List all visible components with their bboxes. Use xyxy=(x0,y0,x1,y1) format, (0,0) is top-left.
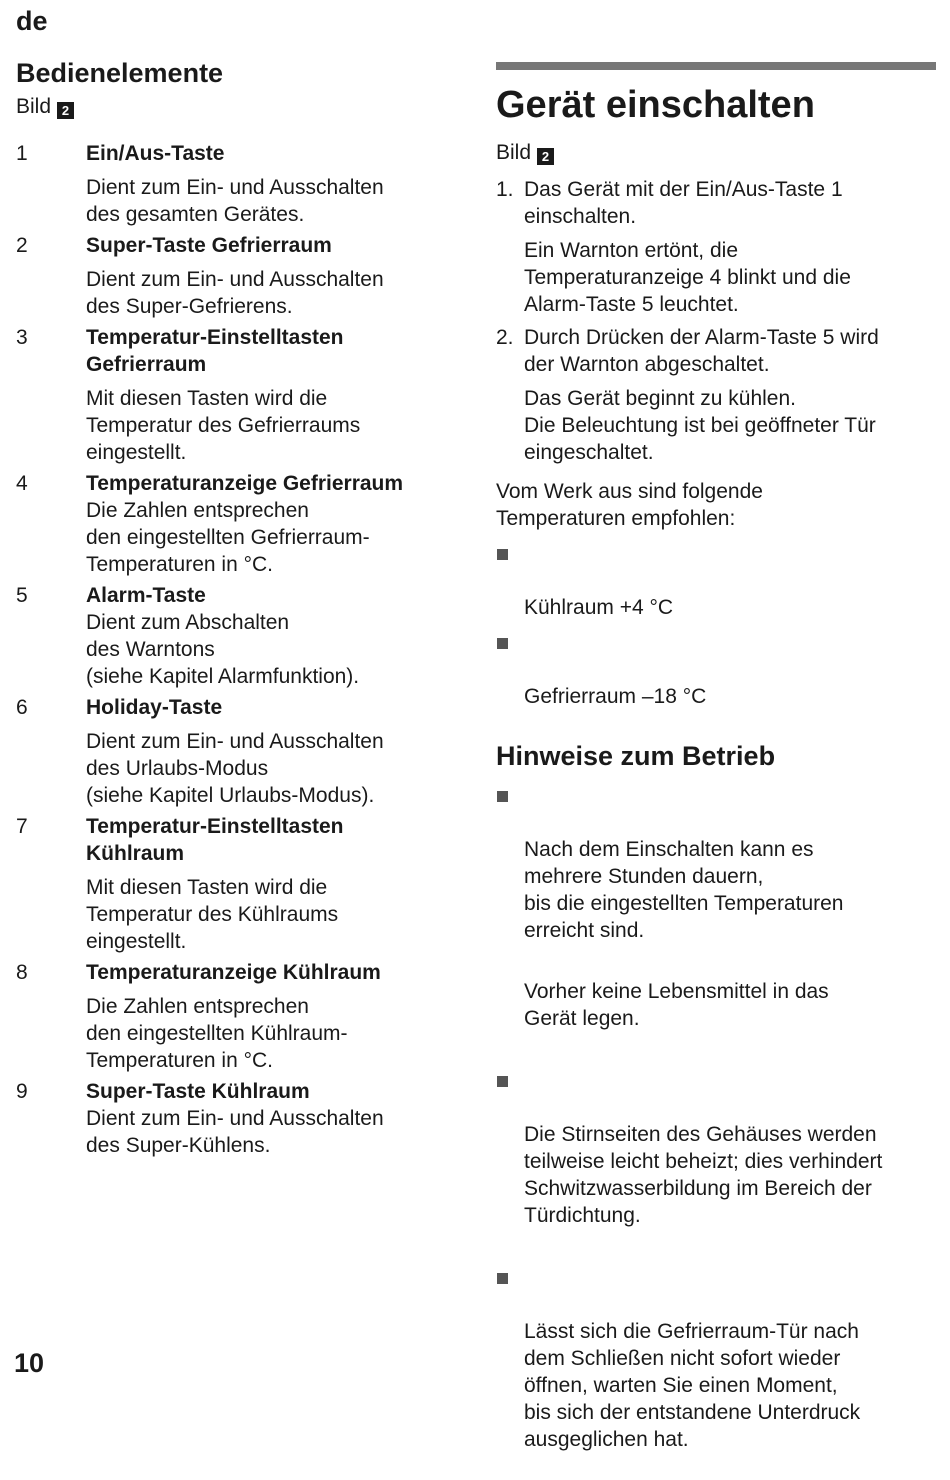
item-title: Super-Taste Kühlraum xyxy=(86,1080,310,1103)
controls-section xyxy=(16,56,456,1163)
step-item xyxy=(496,324,936,466)
item-description: Dient zum Ein- und Ausschalten des Super-Kühlens. xyxy=(86,1107,384,1157)
bullet-square-icon xyxy=(497,791,508,802)
item-number: 4 xyxy=(16,472,28,495)
item-title: Temperatur-Einstelltasten Kühlraum xyxy=(86,815,344,865)
note-text: Nach dem Einschalten kann es mehrere Stunden dauern, bis die eingestellten Temperaturen erreicht sind. xyxy=(524,838,844,942)
step-text: Durch Drücken der Alarm-Taste 5 wird der Warnton abgeschaltet. xyxy=(524,326,879,376)
control-item xyxy=(16,582,456,690)
notes-heading: Hinweise zum Betrieb xyxy=(496,741,776,771)
control-item xyxy=(16,959,456,1074)
item-description: Die Zahlen entsprechen den eingestellten Kühlraum- Temperaturen in °C. xyxy=(86,995,348,1072)
factory-intro: Vom Werk aus sind folgende Temperaturen empfohlen: xyxy=(496,480,763,530)
item-number: 2 xyxy=(16,234,28,257)
bullet-square-icon xyxy=(497,1076,508,1087)
control-item xyxy=(16,324,456,466)
item-number: 8 xyxy=(16,961,28,984)
step-result: Das Gerät beginnt zu kühlen. Die Beleuchtung ist bei geöffneter Tür eingeschaltet. xyxy=(524,387,876,464)
language-code: de xyxy=(16,6,48,36)
item-title: Alarm-Taste xyxy=(86,584,206,607)
step-number: 1. xyxy=(496,178,514,201)
switch-on-heading: Gerät einschalten xyxy=(496,84,815,126)
figure-label: Bild xyxy=(496,141,532,164)
bullet-square-icon xyxy=(497,549,508,560)
item-title: Holiday-Taste xyxy=(86,696,223,719)
item-number: 5 xyxy=(16,584,28,607)
item-description: Die Zahlen entsprechen den eingestellten Gefrierraum- Temperaturen in °C. xyxy=(86,499,370,576)
control-item xyxy=(16,140,456,228)
control-item xyxy=(16,232,456,320)
figure-reference xyxy=(496,140,936,166)
factory-item-text: Kühlraum +4 °C xyxy=(524,596,674,619)
note-text: Lässt sich die Gefrierraum-Tür nach dem Schließen nicht sofort wieder öffnen, warten Sie einen Moment, bis sich der entstandene Unterdruck ausgeglichen hat. xyxy=(524,1320,861,1451)
item-description: Mit diesen Tasten wird die Temperatur des Gefrierraums eingestellt. xyxy=(86,387,361,464)
item-title: Temperaturanzeige Gefrierraum xyxy=(86,472,404,495)
figure-reference xyxy=(16,94,456,120)
figure-number-badge: 2 xyxy=(537,148,554,165)
switch-on-section xyxy=(496,62,936,1480)
factory-item xyxy=(496,629,936,710)
item-description: Mit diesen Tasten wird die Temperatur des Kühlraums eingestellt. xyxy=(86,876,339,953)
figure-label: Bild xyxy=(16,95,52,118)
figure-number-badge: 2 xyxy=(57,102,74,119)
page-number: 10 xyxy=(14,1348,45,1378)
bullet-square-icon xyxy=(497,638,508,649)
item-description: Dient zum Ein- und Ausschalten des Urlaubs-Modus (siehe Kapitel Urlaubs-Modus). xyxy=(86,730,384,807)
item-title: Temperaturanzeige Kühlraum xyxy=(86,961,381,984)
note-extra: Vorher keine Lebensmittel in das Gerät legen. xyxy=(524,980,829,1030)
item-number: 1 xyxy=(16,142,28,165)
item-number: 6 xyxy=(16,696,28,719)
steps-list xyxy=(496,176,936,466)
step-item xyxy=(496,176,936,318)
item-description: Dient zum Ein- und Ausschalten des gesamten Gerätes. xyxy=(86,176,384,226)
control-item xyxy=(16,470,456,578)
item-description: Dient zum Ein- und Ausschalten des Super-Gefrierens. xyxy=(86,268,384,318)
note-text: Die Stirnseiten des Gehäuses werden teilweise leicht beheizt; dies verhindert Schwitzwasserbildung im Bereich der Türdichtung. xyxy=(524,1123,883,1227)
factory-item xyxy=(496,540,936,621)
step-result: Ein Warnton ertönt, die Temperaturanzeige 4 blinkt und die Alarm-Taste 5 leuchtet. xyxy=(524,239,851,316)
item-number: 3 xyxy=(16,326,28,349)
item-number: 9 xyxy=(16,1080,28,1103)
item-title: Temperatur-Einstelltasten Gefrierraum xyxy=(86,326,344,376)
item-number: 7 xyxy=(16,815,28,838)
note-item xyxy=(496,1067,936,1256)
item-title: Super-Taste Gefrierraum xyxy=(86,234,332,257)
control-item xyxy=(16,1078,456,1159)
note-item xyxy=(496,782,936,1059)
controls-heading: Bedienelemente xyxy=(16,58,224,88)
step-number: 2. xyxy=(496,326,514,349)
note-item xyxy=(496,1264,936,1480)
item-title: Ein/Aus-Taste xyxy=(86,142,225,165)
control-item xyxy=(16,694,456,809)
factory-item-text: Gefrierraum –18 °C xyxy=(524,685,707,708)
step-text: Das Gerät mit der Ein/Aus-Taste 1 einschalten. xyxy=(524,178,843,228)
section-rule xyxy=(496,62,936,70)
control-item xyxy=(16,813,456,955)
controls-list xyxy=(16,140,456,1159)
item-description: Dient zum Abschalten des Warntons (siehe Kapitel Alarmfunktion). xyxy=(86,611,360,688)
bullet-square-icon xyxy=(497,1273,508,1284)
